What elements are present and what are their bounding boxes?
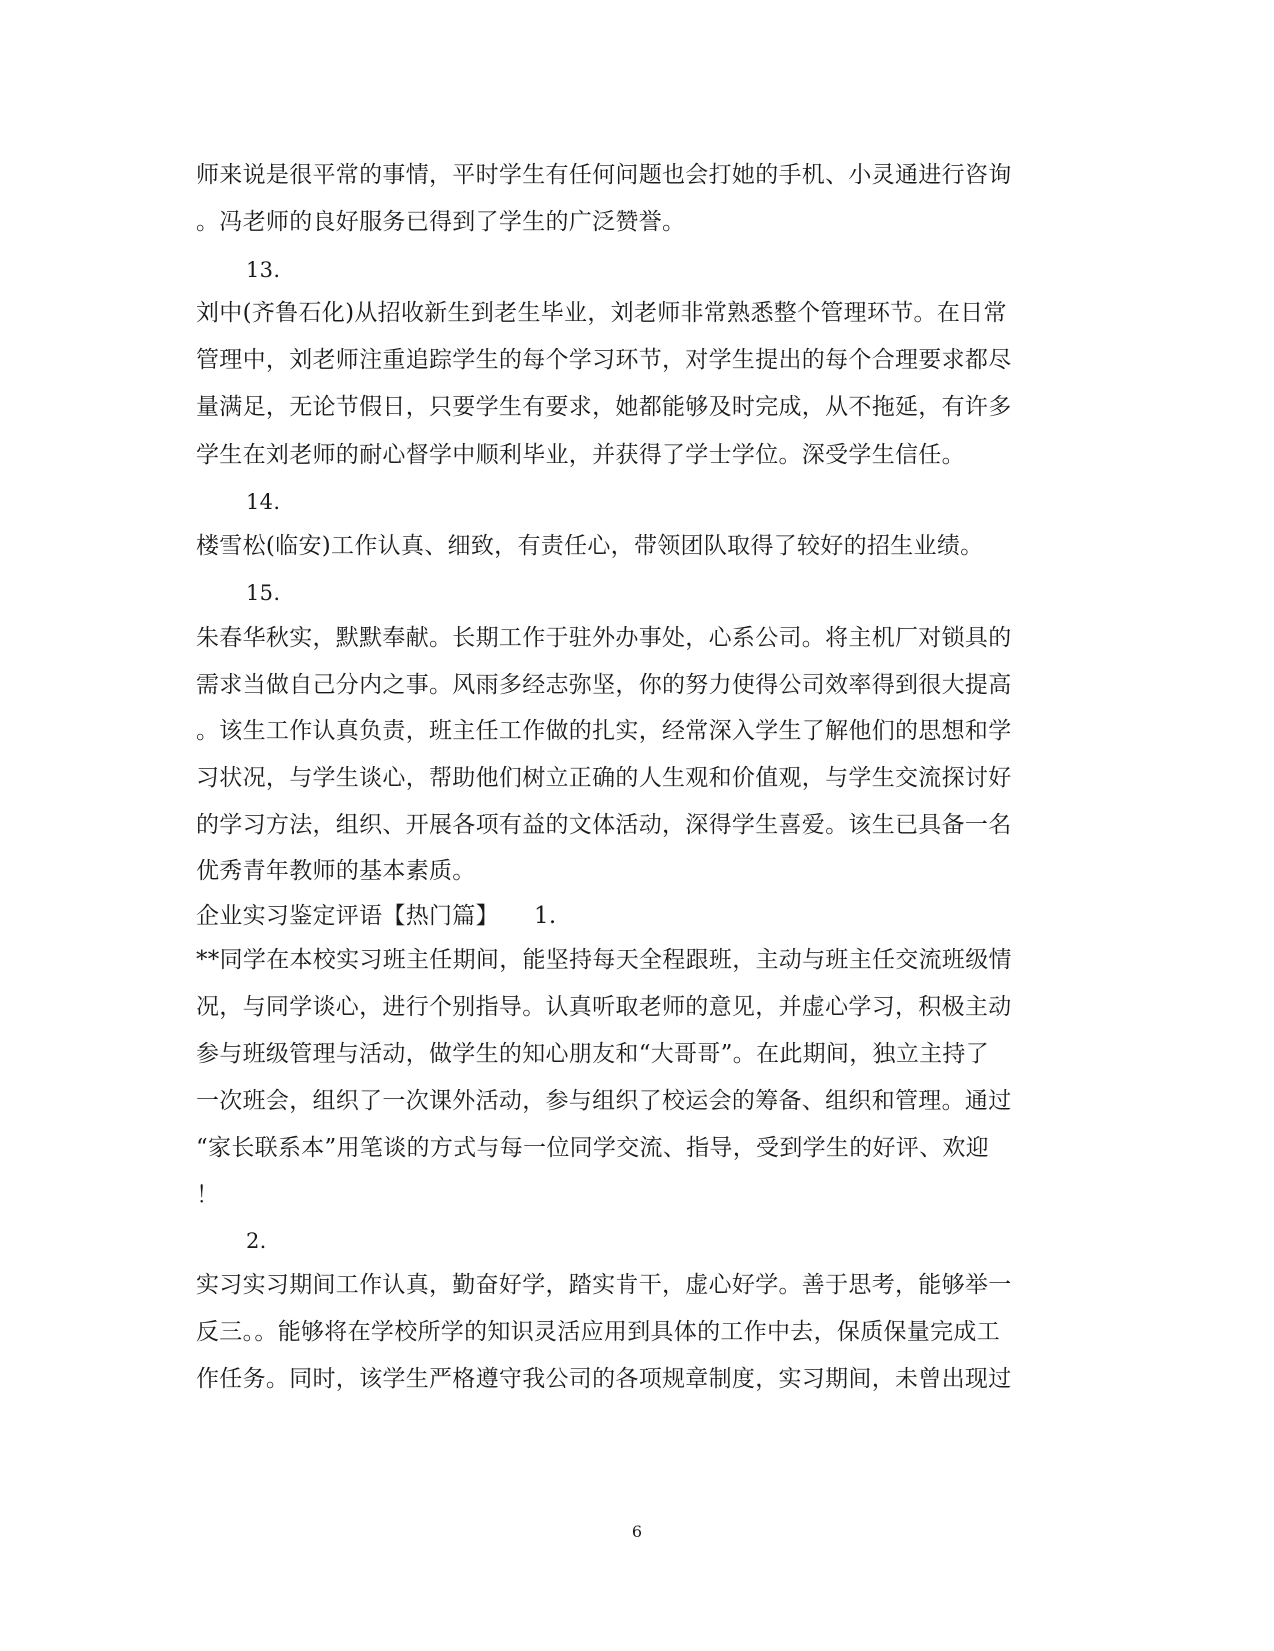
body-text-line: 师来说是很平常的事情，平时学生有任何问题也会打她的手机、小灵通进行咨询 <box>196 162 1012 188</box>
body-text-line: 。该生工作认真负责，班主任工作做的扎实，经常深入学生了解他们的思想和学 <box>196 718 1012 744</box>
body-text-line: 况，与同学谈心，进行个别指导。认真听取老师的意见，并虚心学习，积极主动 <box>196 994 1012 1020</box>
body-text-line: “家长联系本”用笔谈的方式与每一位同学交流、指导，受到学生的好评、欢迎 <box>196 1135 990 1161</box>
body-text-line: **同学在本校实习班主任期间，能坚持每天全程跟班，主动与班主任交流班级情 <box>196 947 1012 973</box>
body-text-line: 楼雪松(临安)工作认真、细致，有责任心，带领团队取得了较好的招生业绩。 <box>196 533 984 559</box>
body-text-line: 反三。。能够将在学校所学的知识灵活应用到具体的工作中去，保质保量完成工 <box>196 1319 1000 1345</box>
section-heading: 企业实习鉴定评语【热门篇】 1. <box>196 903 557 929</box>
body-text-line: 朱春华秋实，默默奉献。长期工作于驻外办事处，心系公司。将主机厂对锁具的 <box>196 625 1012 651</box>
body-text-line: 量满足，无论节假日，只要学生有要求，她都能够及时完成，从不拖延，有许多 <box>196 394 1012 420</box>
body-text-line: 的学习方法，组织、开展各项有益的文体活动，深得学生喜爱。该生已具备一名 <box>196 812 1012 838</box>
body-text-line: 需求当做自己分内之事。风雨多经志弥坚，你的努力使得公司效率得到很大提高 <box>196 672 1012 698</box>
body-text-line: 学生在刘老师的耐心督学中顺利毕业，并获得了学士学位。深受学生信任。 <box>196 442 965 468</box>
body-text-line: 参与班级管理与活动，做学生的知心朋友和“大哥哥”。在此期间，独立主持了 <box>196 1041 990 1067</box>
item-number: 14. <box>246 490 281 514</box>
body-text-line: 管理中，刘老师注重追踪学生的每个学习环节，对学生提出的每个合理要求都尽 <box>196 347 1012 373</box>
body-text-line: 优秀青年教师的基本素质。 <box>196 858 476 884</box>
body-text-line: 。冯老师的良好服务已得到了学生的广泛赞誉。 <box>196 209 686 235</box>
body-text-line: 实习实习期间工作认真，勤奋好学，踏实肯干，虚心好学。善于思考，能够举一 <box>196 1272 1012 1298</box>
body-text-line: ！ <box>196 1182 220 1208</box>
item-number: 13. <box>246 258 281 282</box>
page-number: 6 <box>631 1522 643 1541</box>
body-text-line: 习状况，与学生谈心，帮助他们树立正确的人生观和价值观，与学生交流探讨好 <box>196 765 1012 791</box>
body-text-line: 一次班会，组织了一次课外活动，参与组织了校运会的筹备、组织和管理。通过 <box>196 1088 1012 1114</box>
item-number: 15. <box>246 581 281 605</box>
body-text-line: 刘中(齐鲁石化)从招收新生到老生毕业，刘老师非常熟悉整个管理环节。在日常 <box>196 300 1007 326</box>
item-number: 2. <box>246 1229 267 1253</box>
body-text-line: 作任务。同时，该学生严格遵守我公司的各项规章制度，实习期间，未曾出现过 <box>196 1366 1012 1392</box>
